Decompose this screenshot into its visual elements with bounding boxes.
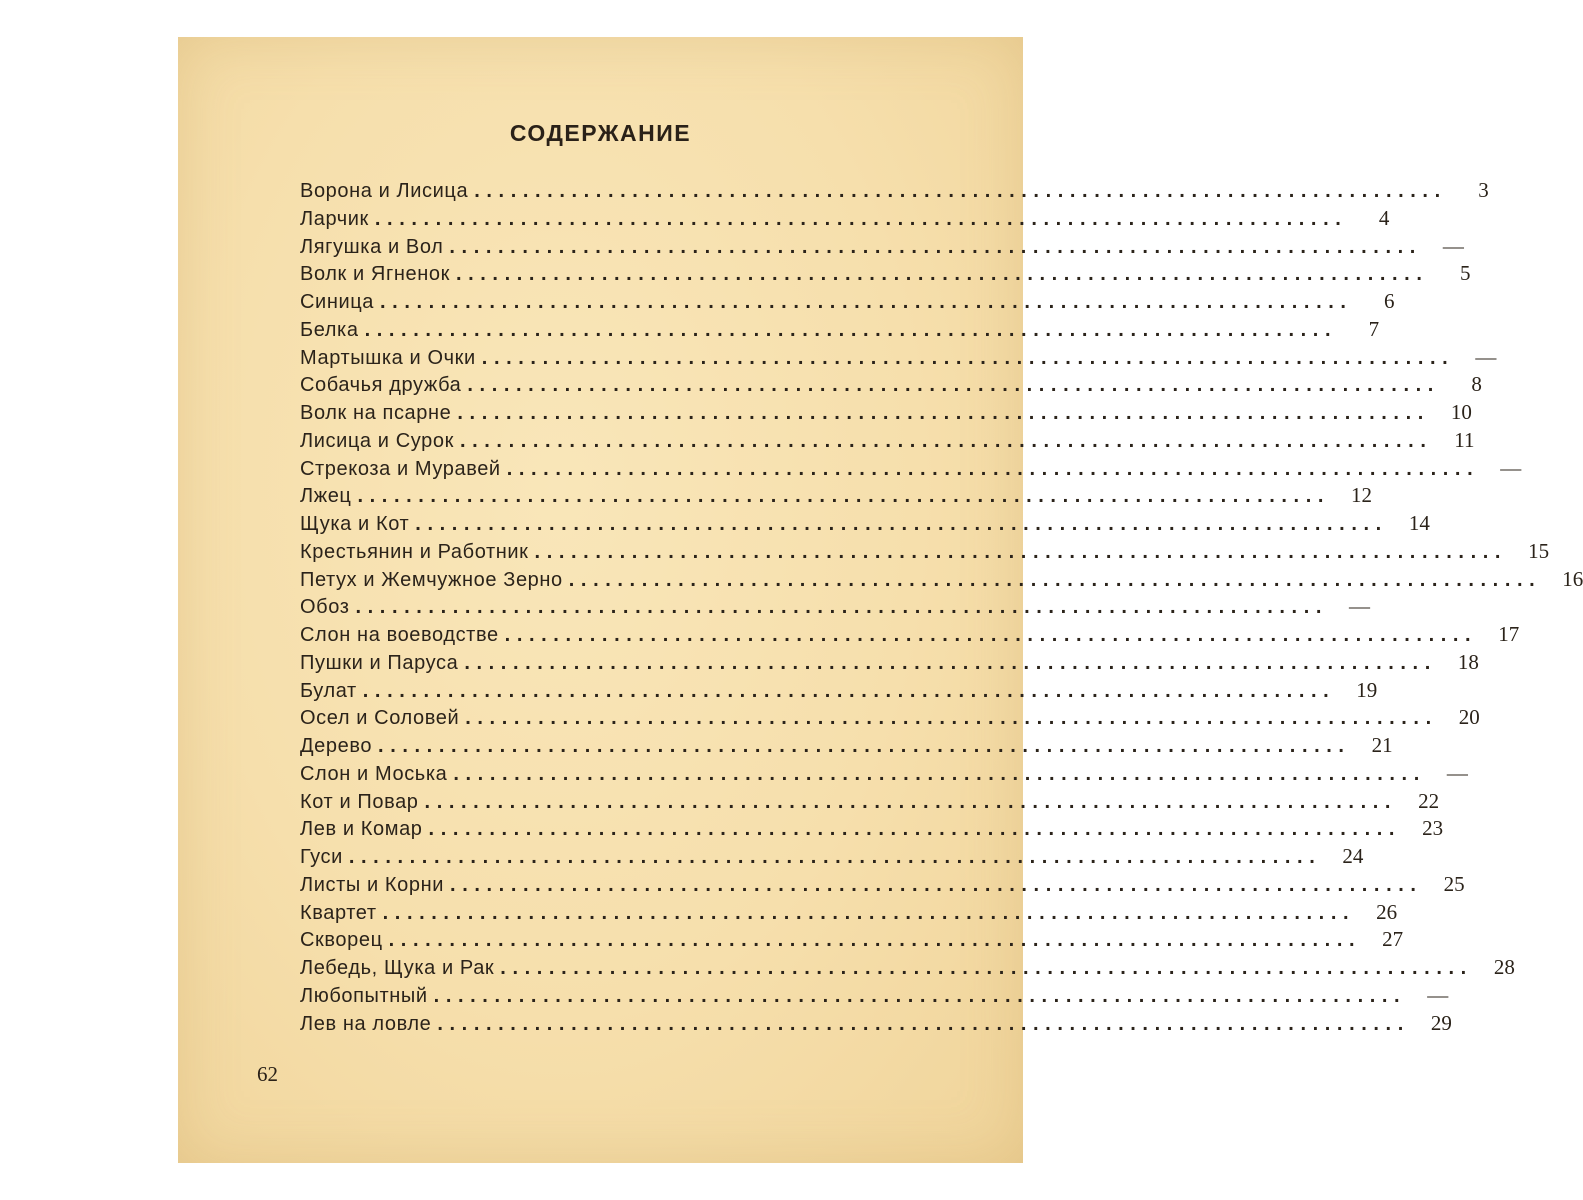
toc-entry	[300, 982, 1449, 1010]
toc-entry	[300, 899, 1398, 927]
toc-entry-title: Осел и Соловей	[300, 707, 460, 730]
toc-entry-page: —	[1500, 455, 1522, 480]
toc-entry-page: 19	[1356, 677, 1378, 702]
toc-leader-dots: ................................................................................	[534, 540, 1508, 563]
toc-leader-dots: ................................................................................	[481, 346, 1455, 369]
toc-entry	[300, 677, 1378, 705]
toc-entry-title: Ларчик	[300, 207, 369, 230]
toc-leader-dots: ................................................................................	[355, 596, 1329, 619]
toc-entry-title: Слон и Моська	[300, 762, 448, 785]
toc-leader-dots: ................................................................................	[504, 624, 1478, 646]
toc-leader-dots: ................................................................................	[382, 901, 1356, 924]
toc-entry-title: Лев на ловле	[300, 1012, 432, 1035]
toc-leader-dots: ................................................................................	[474, 180, 1447, 202]
toc-entry-title: Белка	[300, 318, 359, 341]
toc-entry-page: 14	[1408, 511, 1430, 535]
toc-entry-page: 23	[1422, 816, 1444, 841]
toc-entry-page: 10	[1450, 400, 1472, 424]
toc-entry-page: 24	[1342, 844, 1364, 868]
toc-entry-page: 4	[1378, 205, 1390, 230]
toc-entry	[300, 288, 1395, 316]
toc-entry-page: 17	[1498, 622, 1520, 646]
toc-leader-dots: ................................................................................	[388, 929, 1362, 952]
toc-entry	[300, 704, 1480, 732]
toc-entry-title: Пушки и Паруса	[300, 651, 459, 674]
toc-leader-dots: ................................................................................	[450, 873, 1423, 896]
toc-entry-title: Волк на псарне	[300, 402, 452, 424]
toc-entry-page: 28	[1493, 955, 1515, 979]
toc-entry-page: —	[1442, 233, 1464, 258]
toc-entry-title: Собачья дружба	[300, 374, 462, 397]
toc-entry-title: Обоз	[300, 596, 350, 619]
toc-entry-page: 22	[1418, 788, 1440, 813]
toc-entry	[300, 233, 1464, 261]
toc-leader-dots: ................................................................................	[415, 513, 1388, 535]
toc-entry-page: 16	[1562, 566, 1583, 591]
toc-entry	[300, 510, 1430, 538]
toc-leader-dots: ................................................................................	[568, 568, 1542, 591]
toc-leader-dots: ................................................................................	[459, 429, 1433, 452]
toc-entry	[300, 732, 1393, 760]
toc-leader-dots: ................................................................................	[506, 457, 1480, 480]
table-of-contents	[300, 177, 1583, 1037]
toc-entry-title: Лягушка и Вол	[300, 235, 444, 258]
toc-entry	[300, 482, 1373, 510]
toc-leader-dots: ................................................................................	[453, 762, 1426, 785]
toc-entry	[300, 538, 1550, 566]
toc-entry-page: 12	[1351, 483, 1373, 508]
toc-leader-dots: ................................................................................	[374, 207, 1348, 230]
toc-entry-page: 21	[1371, 733, 1393, 757]
toc-entry-title: Листы и Корни	[300, 873, 445, 896]
toc-entry-title: Ворона и Лисица	[300, 180, 469, 202]
toc-entry-page: —	[1475, 344, 1497, 369]
toc-entry-page: 15	[1528, 538, 1550, 563]
toc-entry-page: 3	[1478, 178, 1489, 202]
toc-entry-title: Лжец	[300, 485, 352, 508]
toc-entry-title: Скворец	[300, 929, 383, 952]
toc-leader-dots: ................................................................................	[467, 374, 1440, 397]
toc-entry	[300, 954, 1515, 982]
toc-leader-dots: ................................................................................	[424, 790, 1398, 813]
toc-entry-page: 20	[1458, 705, 1480, 730]
toc-leader-dots: ................................................................................	[433, 984, 1407, 1007]
toc-leader-dots: ................................................................................	[380, 291, 1353, 313]
toc-entry-title: Петух и Жемчужное Зерно	[300, 568, 563, 591]
toc-entry-title: Булат	[300, 679, 357, 702]
toc-leader-dots: ................................................................................	[449, 235, 1422, 258]
toc-leader-dots: ................................................................................	[357, 485, 1331, 508]
toc-entry-title: Синица	[300, 291, 375, 313]
toc-entry	[300, 815, 1444, 843]
toc-entry-title: Лисица и Сурок	[300, 429, 454, 452]
toc-entry	[300, 455, 1522, 483]
page-number: 62	[257, 1062, 278, 1086]
toc-leader-dots: ................................................................................	[428, 818, 1402, 841]
toc-entry	[300, 260, 1471, 288]
toc-entry	[300, 593, 1371, 621]
toc-entry	[300, 427, 1475, 455]
toc-entry	[300, 344, 1497, 372]
toc-leader-dots: ................................................................................	[348, 846, 1322, 868]
toc-leader-dots: ................................................................................	[364, 318, 1338, 341]
toc-entry-title: Стрекоза и Муравей	[300, 457, 501, 480]
toc-entry	[300, 1010, 1452, 1038]
toc-entry-title: Слон на воеводстве	[300, 624, 499, 646]
toc-entry	[300, 371, 1482, 399]
toc-entry-title: Лебедь, Щука и Рак	[300, 957, 495, 979]
toc-entry-title: Гуси	[300, 846, 343, 868]
toc-entry	[300, 566, 1583, 594]
toc-entry-page: 27	[1382, 927, 1404, 952]
toc-entry	[300, 177, 1489, 205]
toc-entry-title: Кот и Повар	[300, 790, 419, 813]
toc-entry	[300, 788, 1440, 816]
toc-entry-page: 29	[1430, 1010, 1452, 1035]
toc-entry-page: 25	[1443, 871, 1465, 896]
toc-entry	[300, 399, 1472, 427]
toc-entry	[300, 871, 1465, 899]
toc-entry-page: 7	[1368, 316, 1380, 341]
toc-entry-title: Волк и Ягненок	[300, 263, 450, 286]
toc-leader-dots: ................................................................................	[378, 735, 1351, 757]
toc-entry-page: —	[1427, 982, 1449, 1007]
toc-entry-title: Дерево	[300, 735, 373, 757]
toc-leader-dots: ................................................................................	[465, 707, 1438, 730]
toc-leader-dots: ................................................................................	[464, 651, 1437, 674]
toc-entry-title: Крестьянин и Работник	[300, 540, 529, 563]
toc-entry-page: 5	[1459, 261, 1471, 286]
toc-entry	[300, 760, 1468, 788]
toc-entry-page: —	[1446, 760, 1468, 785]
toc-entry-page: 11	[1454, 427, 1475, 452]
toc-leader-dots: ................................................................................	[500, 957, 1473, 979]
book-page	[178, 37, 1583, 1163]
toc-entry	[300, 205, 1390, 233]
toc-entry	[300, 649, 1479, 677]
toc-entry-title: Мартышка и Очки	[300, 346, 476, 369]
toc-leader-dots: ................................................................................	[362, 679, 1336, 702]
toc-entry-title: Лев и Комар	[300, 818, 423, 841]
toc-entry-page: 26	[1376, 899, 1398, 924]
toc-entry-title: Квартет	[300, 901, 377, 924]
toc-leader-dots: ................................................................................	[437, 1012, 1410, 1035]
toc-leader-dots: ................................................................................	[457, 402, 1430, 424]
toc-entry-page: —	[1349, 594, 1371, 619]
toc-entry	[300, 843, 1364, 871]
toc-entry	[300, 316, 1380, 344]
toc-entry-title: Щука и Кот	[300, 513, 410, 535]
toc-entry	[300, 621, 1520, 649]
toc-entry	[300, 926, 1404, 954]
toc-entry-page: 18	[1457, 649, 1479, 674]
page-title: СОДЕРЖАНИЕ	[509, 120, 692, 146]
toc-entry-page: 6	[1384, 289, 1395, 313]
toc-leader-dots: ................................................................................	[455, 263, 1429, 286]
toc-entry-title: Любопытный	[300, 984, 428, 1007]
toc-entry-page: 8	[1471, 372, 1482, 397]
